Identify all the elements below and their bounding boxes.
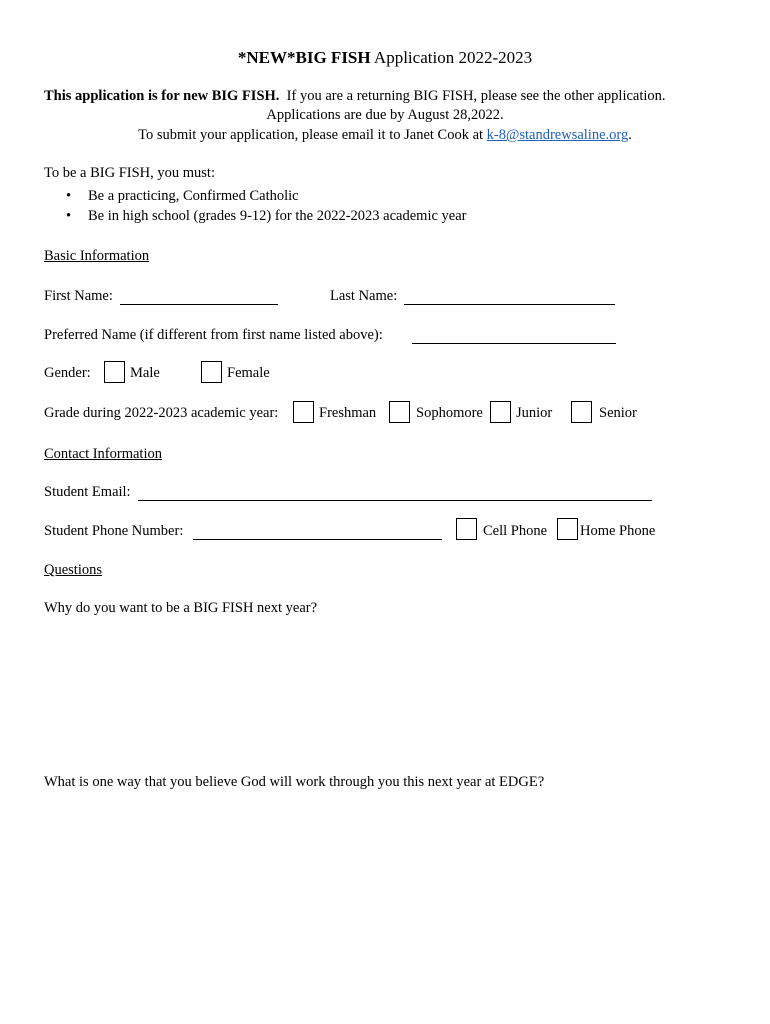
male-checkbox[interactable] [104,361,125,383]
question-1: Why do you want to be a BIG FISH next year? [44,600,318,616]
answer-2-area[interactable] [44,795,724,995]
email-link[interactable]: k-8@standrewsaline.org [486,127,629,143]
freshman-checkbox[interactable] [293,401,314,423]
first-name-field[interactable] [120,290,278,305]
freshman-label: Freshman [319,405,377,421]
home-phone-label: Home Phone [580,523,656,539]
requirement-text: Be a practicing, Confirmed Catholic [88,188,299,204]
cell-phone-label: Cell Phone [483,523,548,539]
junior-checkbox[interactable] [490,401,511,423]
last-name-label: Last Name: [330,288,398,304]
home-phone-checkbox[interactable] [557,518,578,540]
title-rest: Application 2022-2023 [370,48,533,67]
first-name-label: First Name: [44,288,113,304]
gender-label: Gender: [44,365,91,381]
preferred-name-label: Preferred Name (if different from first name listed above): [44,327,383,343]
answer-1-area[interactable] [44,618,724,768]
title-bold: *NEW*BIG FISH [237,48,371,67]
senior-checkbox[interactable] [571,401,592,423]
last-name-field[interactable] [404,290,615,305]
submit-prefix: To submit your application, please email it to Janet Cook at [138,127,487,143]
intro-line [44,88,666,105]
page-title [0,48,770,68]
intro-bold: This application is for new BIG FISH. [44,88,280,104]
questions-heading: Questions [44,562,102,578]
sophomore-checkbox[interactable] [389,401,410,423]
contact-info-heading: Contact Information [44,446,162,462]
due-date: Applications are due by August 28,2022. [266,107,504,123]
male-label: Male [130,365,160,381]
sophomore-label: Sophomore [416,405,483,421]
basic-info-heading: Basic Information [44,248,150,264]
junior-label: Junior [516,405,553,421]
cell-phone-checkbox[interactable] [456,518,477,540]
requirements-heading: To be a BIG FISH, you must: [44,165,215,181]
student-email-label: Student Email: [44,484,131,500]
student-email-field[interactable] [138,486,652,501]
submit-suffix: . [628,127,632,143]
requirement-item [66,188,299,205]
requirement-item [66,208,467,225]
bullet: • [66,208,72,224]
question-2: What is one way that you believe God will work through you this next year at EDGE? [44,774,545,790]
student-phone-field[interactable] [193,525,442,540]
bullet: • [66,188,72,204]
student-phone-label: Student Phone Number: [44,523,184,539]
submit-line [0,127,770,144]
preferred-name-field[interactable] [412,329,616,344]
intro-rest: If you are a returning BIG FISH, please see the other application. [286,88,666,104]
female-label: Female [227,365,270,381]
female-checkbox[interactable] [201,361,222,383]
grade-label: Grade during 2022-2023 academic year: [44,405,279,421]
requirement-text: Be in high school (grades 9-12) for the 2022-2023 academic year [88,208,467,224]
senior-label: Senior [599,405,637,421]
